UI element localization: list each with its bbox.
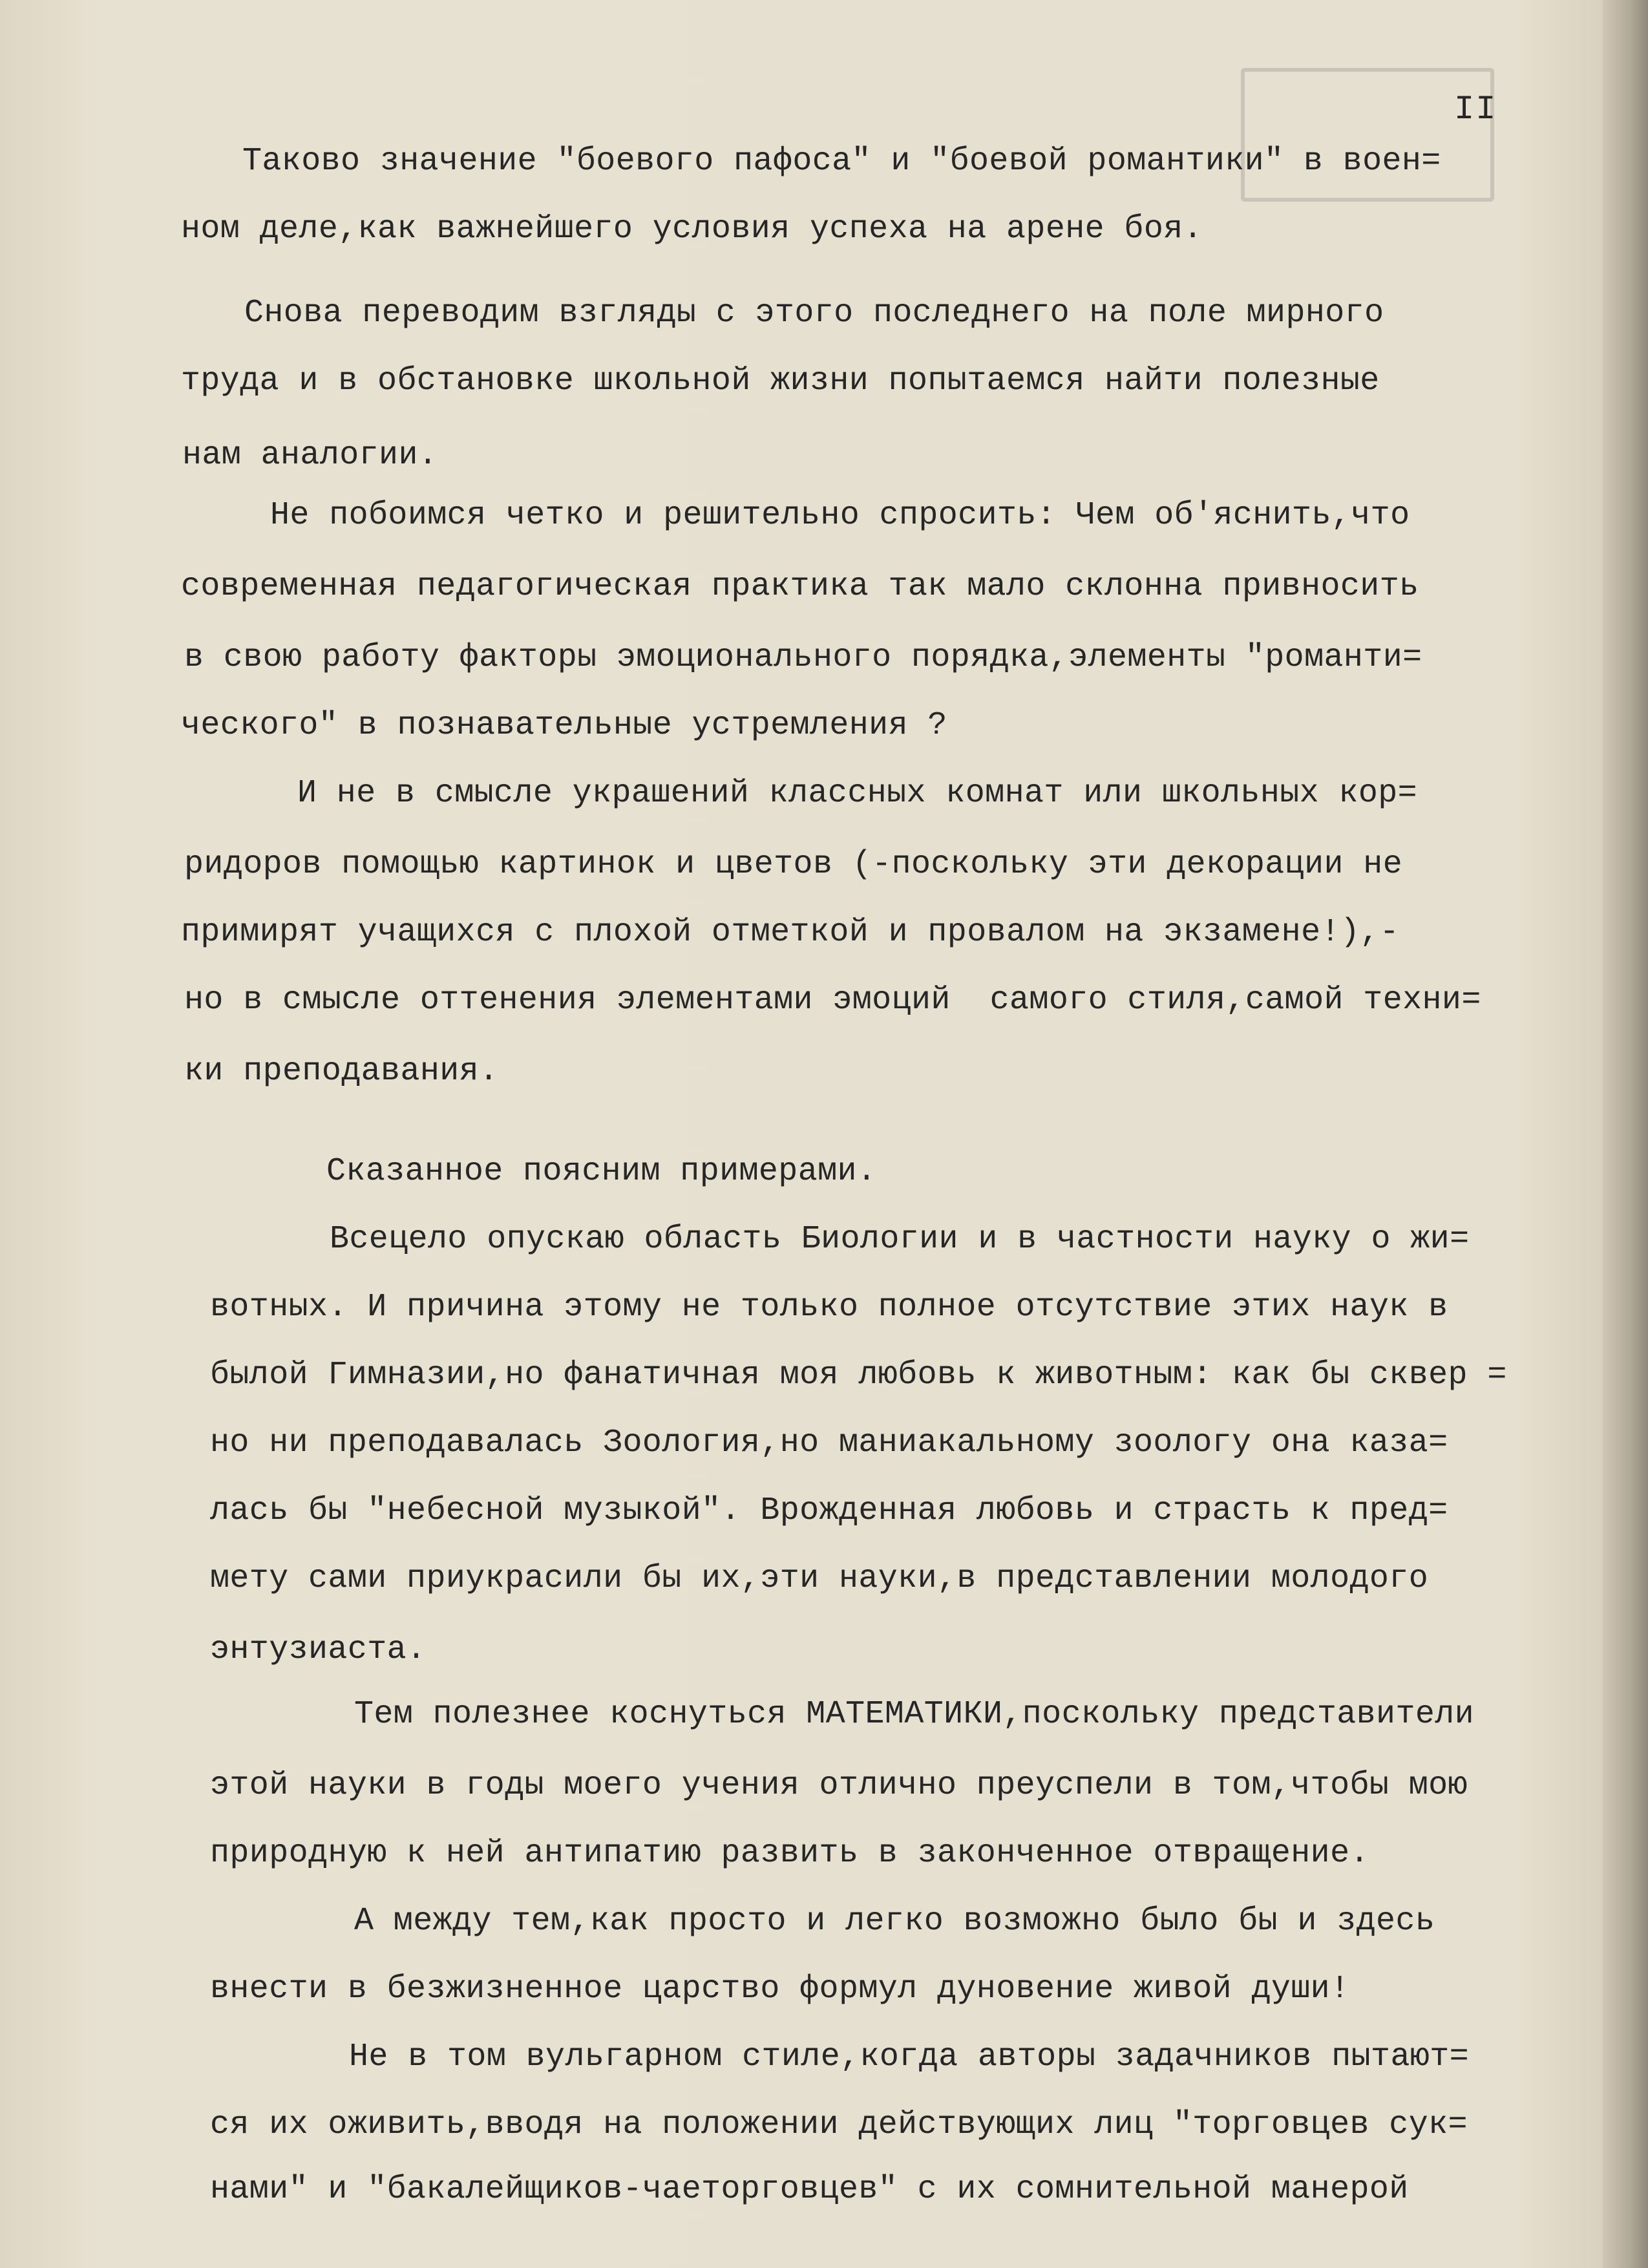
text-line: ки преподавания.	[184, 1053, 499, 1090]
text-line: ческого" в познавательные устремления ?	[181, 707, 947, 744]
text-line: Тем полезнее коснуться МАТЕМАТИКИ,поскольку представители	[354, 1696, 1475, 1733]
text-line: этой науки в годы моего учения отлично преуспели в том,чтобы мою	[210, 1767, 1468, 1804]
text-line: современная педагогическая практика так мало склонна привносить	[181, 568, 1419, 605]
text-line: внести в безжизненное царство формул дуновение живой души!	[210, 1971, 1350, 2008]
text-line: Сказанное поясним примерами.	[326, 1153, 877, 1190]
text-line: ся их оживить,вводя на положении действующих лиц "торговцев сук=	[210, 2106, 1468, 2143]
text-line: но ни преподавалась Зоология,но маниакальному зоологу она каза=	[210, 1425, 1448, 1461]
text-line: примирят учащихся с плохой отметкой и провалом на экзамене!),-	[181, 914, 1400, 951]
page-edge-shadow	[1603, 0, 1648, 2268]
faded-stamp	[1241, 68, 1494, 202]
text-line: лась бы "небесной музыкой". Врожденная любовь и страсть к пред=	[210, 1492, 1448, 1529]
text-line: Снова переводим взгляды с этого последнего на поле мирного	[244, 295, 1384, 332]
text-line: А между тем,как просто и легко возможно было бы и здесь	[354, 1903, 1435, 1940]
text-line: И не в смысле украшений классных комнат или школьных кор=	[297, 775, 1418, 812]
text-line: природную к ней антипатию развить в законченное отвращение.	[210, 1835, 1369, 1872]
text-line: ридоров помощью картинок и цветов (-поскольку эти декорации не	[184, 846, 1403, 883]
text-line: мету сами приукрасили бы их,эти науки,в представлении молодого	[210, 1560, 1429, 1597]
text-line: нами" и "бакалейщиков-чаеторговцев" с их сомнительной манерой	[210, 2171, 1409, 2208]
text-line: но в смысле оттенения элементами эмоций самого стиля,самой техни=	[184, 982, 1481, 1019]
text-line: ном деле,как важнейшего условия успеха на арене боя.	[181, 211, 1203, 248]
text-line: былой Гимназии,но фанатичная моя любовь к животным: как бы сквер =	[210, 1357, 1507, 1394]
text-line: труда и в обстановке школьной жизни попытаемся найти полезные	[181, 363, 1380, 399]
page-number: II	[1454, 90, 1497, 129]
text-line: Таково значение "боевого пафоса" и "боевой романтики" в воен=	[242, 143, 1441, 180]
text-line: нам аналогии.	[182, 437, 438, 474]
text-line: Не в том вульгарном стиле,когда авторы задачников пытают=	[349, 2039, 1470, 2075]
text-line: Не побоимся четко и решительно спросить: Чем об'яснить,что	[270, 497, 1410, 534]
text-line: вотных. И причина этому не только полное отсутствие этих наук в	[210, 1289, 1448, 1326]
text-line: энтузиаста.	[210, 1631, 427, 1668]
text-line: Всецело опускаю область Биологии и в частности науку о жи=	[330, 1221, 1470, 1258]
text-line: в свою работу факторы эмоционального порядка,элементы "романти=	[184, 639, 1422, 676]
